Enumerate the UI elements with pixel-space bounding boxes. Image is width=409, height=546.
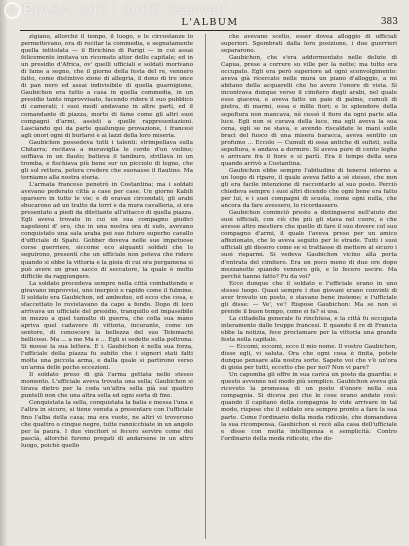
paragraph: Il soldato preso di già l'arma gettata nello stesso momento. L'ufficiale aveva trovata una sella; Gaubichon si tirava dietro per la coda un'altra sella già sui quattro puntelli non che una altra sella ed ogni sorta di fine.	[21, 372, 193, 400]
paragraph: — Eccomi, eccomi, ecco il mio nome. Il vostro Gaubichon, disse egli, vi saluta. Ora che ogni cosa è finita, potete dunque pensare alla nostra sorte. Sapete voi che v'è un'ora di gioia per tutti, eccetto che per noi? Non vi pare?	[221, 344, 397, 372]
paragraph: La soldato procedeva sempre nella città combattendo e giravano improvvisi, uno inerpicò e rapido come il fulmine. Il soldato era Gaubichon, ed ambedue, ed ecco che cosa, e sfaccettato lo rovistavano da capo a fondo. Dopo di loro arrivava un ufficiale del presidio, tranquillo ed impassibile in mezzo a quel tumulto di guerra, che colla sua mano apriva quel cadavere di vittoria, incurante, come un sentore, di conoscere la bellezza del suo Telemachi bellicoso. Ma ... a me Ma e ... Egli si sedette sulla poltrona. Si mosse la sua lettera. E i. Gaubichon è nella sua forza, l'ufficiale della piazza fu subito che i signori stati fatti molta una piccola arma, e dalla quale si partirono verso un'arma delle poche eccezioni.	[21, 280, 193, 372]
paragraph: Gaubichon ebbe sempre l'abitudine di tenersi intorno a un luogo di riparo, il quale aveva fatto a sè stesso, che non gli era facile intenzione di raccontarlo al suo posto. Perciò chiedeva sempre i suoi altri dicendo che ogni bene era fatto per lui, e i suoi compagni di scuola, come ogni nulla, che ancora da fare avessero, lo ricordassero.	[221, 167, 397, 210]
paragraph: La cittadella generale fu rinchiusa, e la città fu occupata interamente dalle truppe francesi. E quando il re di Francia ebbe la notizia, fece proclamare per la vittoria una grande festa nella capitale.	[221, 315, 397, 344]
page-edge-shadow	[0, 0, 8, 546]
copyright-icon: c	[4, 2, 21, 19]
journal-title: L'ALBUM	[181, 17, 239, 28]
page-number: 383	[380, 17, 398, 27]
paragraph: che avevano scelto, esser dovea alloggio di ufficiali superiori. Sgombrati dalla loro posizione, i due guerrieri separarono.	[221, 34, 397, 55]
paragraph: Ecco dunque che il soldato e l'ufficiale erano in uno stesso luogo. Quasi sempre i due giovani erano convinti di aver trovato un posto, e stavano bene insieme; e l'ufficiale gli disse: — Ve', ve'! Rispose Gaubichon: Ma se non si prende il buon tempo, come si fa? si usa.	[221, 280, 397, 315]
paragraph: Gaubichon cominciò presto a distinguersi nell'aiuto dei suoi ufficiali, con ciò che più gli stava nel cuore, e che avesse altro mestiere che quello di fare il suo dovere col suo compagno d'armi, il quale l'aveva preso per un amico affezionato, che lo aveva seguito per le strade. Tutti i suoi ufficiali gli dissero come se si trattasse di mettere al sicuro i suoi risparmi. Si vedeva Gaubichon vicino alla porta d'entrata del cimitero. Era un poco meno di due ore dopo mezzanotte quando vennero giù, e lo fecero uscire. Ma perchè hanno fatto? Fu da voi?	[221, 210, 397, 280]
column-divider	[205, 34, 206, 539]
right-column	[221, 34, 397, 539]
paragraph: zigiano, allorchè il tempo, il luogo, e le circostanze lo permettevano, era di recitar la commedia, e segnatamente quella intitolata — il Birichino di Parigi — in cui assai felicemente imitava un ricomato attor dello capitale; ed in un presidio d'Africa, ov' quelli ufficiali e soldati morivano di fame a segno, che il giorno della festa del re, vennero fatto, come distintivo zione di allegria, il dono di tre once di pan nero ed assai indivisibile di quella guarnigione, Gaubichon era tutto a casa in quella commedia, in un presidio tanto improvvisato, facendo ridere il suo pubblico di camerati; i suoi modi andavano in altre parti, ed il comandante di piazza, morto di fame come gli altri suoi compagni d'armi, assisti a quelle rappresentazioni. Lasciando qui da parte qualunque provazione, i francesi agli onori ogni di burlarsi e ai lazzi della loro miseria.	[21, 34, 193, 139]
paragraph: Un capomba gli offre in sua carica un posto da guardia: e questo avvenne nel modo più semplice. Gaubichon aveva già ricevuto la promessa di un posto d'onore nella sua compagnia. Si diceva poi che le cose erano andate così: quando il capitano della compagnia lo vide arrivare in tal modo, rispose che il soldato era sempre pronto a fare la sua parte. Come l'ordinario della moda ridicolo, che domandava la sua ricompensa, Gaubichon si recò alla casa dell'ufficiale e disse con molta intelligenza e semplicità: Contro l'ordinario della moda ridicolo, che do-	[221, 372, 397, 442]
paragraph: L'armata francese penetrò in Costantina; ma i soldati avevano pederato città a case per case. Un giorno Kabili sparsero in tutte le vie; e di eravan circondati, gli arabi sbucarono ad un tratto da torri e da mura cavalleria, si era presentato a piedi da dilettante all'attacco di quella piazza. Egli aveva trovato in cui un sua compagno giudici napoleoni d' oro, che in una nostra ora di sufo, avevano conquistato una sala araba poi suo futuro superbo cavallo d'ufficiale di Spahi. Gobber doveva nelle sue impetuose corse guerriere, siccome eco alquanti soldati che lo seguirono, presentì che un ufficiale non poteva che ridere quando si ebbe la vittoria e la gioia di cui ora pergamena si può avere un gran sacco di seccatore, la quale è molto difficile da raggiungere.	[21, 181, 193, 280]
left-column	[21, 34, 193, 539]
page-header	[20, 16, 400, 31]
watermark-text: BIASA Tutti i diritti riservati	[23, 1, 227, 18]
paragraph: Conquistata la sella, conquistata la balia e messa l'una e l'altra in sicuro, si tiene venuta a presentare con l'ufficiale fino l'alba della casa; ma era vuoto, ne altri vi troverono che quattro o cinque negre, tutte rannicchiate in un angolo per la paura. I due vincitori si fecero servire come dei pascià, allorchè furono pregati di andarsene in un altro luogo, poichè quello	[21, 400, 193, 449]
paragraph: Gaubichon, che s'era addormentato nelle delizie di Capua, prese a correre su ville per la notte; ma tutto era occupato. Egli era però superiore ad ogni sconvolgimento: aveva già ricercato nelle mura un piano d'alloggio, a mi abitano della acquarelli che ho avere l'onore di vista. Si incontrava dunque verso il cimitero degli arabi, nel quale esso giaceva, e aveva fatto un paio di palme, cumuli di pietra, di marmi, ossa e mille fiori; e lo splendore della sepoltura non mancava, nè cessò il fiore da ogni parte alla luce. Egli non si curava della luce, ma egli aveva la sua cena, egli se ne stava, e avendo riscaldate le mani sulle braci del fuoco di una misera baracca, aveva sentito un profumo ... Eccolo — Cumuli di ossa antiche di sufisti, sulla sepoltura, e andava a dormire. Si aveva pure di cento leghe e arrivare fra il fiore e si partì. Era il tempo della sera quando arrivò a Costantina.	[221, 55, 397, 167]
paragraph: Gaubichon possedeva tutti i talenti: strimpellava sulla Chitarra; recitava a meraviglia le corde d'un violino; soffiava in un flauto; batteva il tamburo, strillava in un tromba, e fischiava più bene sur un picciolo di legno, che gli sol rettera, potera credere che suonasse il flautino. Ma torniamo alla nostra storia.	[21, 139, 193, 181]
